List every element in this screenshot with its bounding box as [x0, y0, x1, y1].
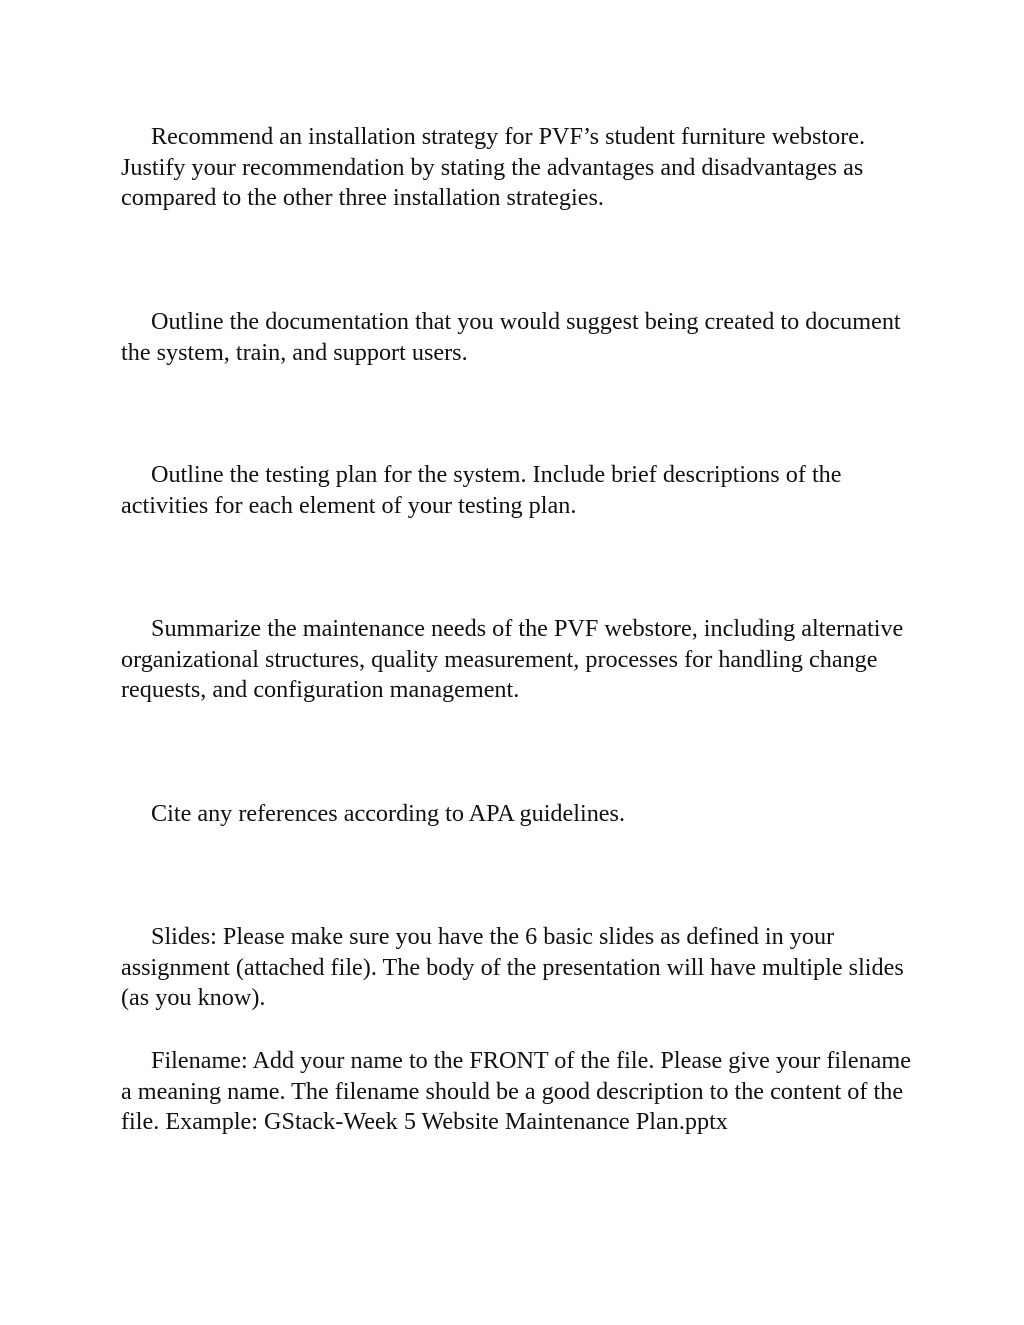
paragraph-documentation: Outline the documentation that you would suggest being created to document the system, train, and support users. [121, 308, 901, 366]
paragraph-references: Cite any references according to APA guidelines. [151, 800, 625, 827]
paragraph-maintenance-needs: Summarize the maintenance needs of the PVF webstore, including alternative organizational structures, quality measurement, processes for handling change requests, and configuration management. [121, 615, 904, 704]
paragraph-installation-strategy: Recommend an installation strategy for PVF’s student furniture webstore. Justify your recommendation by stating the advantages and disadvantages as compared to the other three installation strategies. [121, 123, 866, 212]
paragraph-filename: Filename: Add your name to the FRONT of the file. Please give your filename a meaning name. The filename should be a good description to the content of the file. Example: GStack-Week 5 Website Maintenance Plan.pptx [121, 1047, 911, 1136]
paragraph-testing-plan: Outline the testing plan for the system. Include brief descriptions of the activities for each element of your testing plan. [121, 461, 842, 519]
paragraph-slides: Slides: Please make sure you have the 6 basic slides as defined in your assignment (attached file). The body of the presentation will have multiple slides (as you know). [121, 923, 904, 1012]
